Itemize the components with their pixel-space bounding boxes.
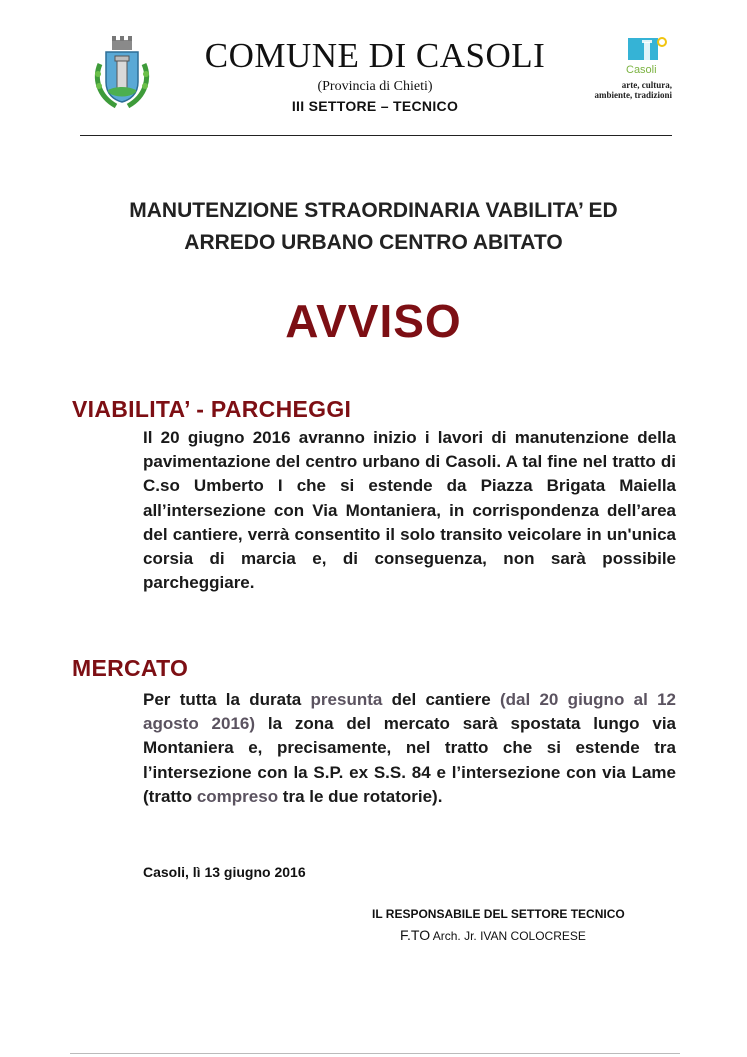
- logo-name: Casoli: [626, 64, 657, 76]
- signature-title: IL RESPONSABILE DEL SETTORE TECNICO: [372, 907, 625, 921]
- logo-tagline: arte, cultura, ambiente, tradizioni: [594, 80, 672, 100]
- footer-divider: [70, 1053, 680, 1054]
- municipality-title: COMUNE DI CASOLI: [204, 36, 546, 75]
- section-text-viabilita: Il 20 giugno 2016 avranno inizio i lavori di manutenzione della pavimentazione del centro urbano di Casoli. A tal fine nel tratto di C.so Umberto I che si estende da Piazza Brigata Maiella all’intersezione con Via Montaniera, in corrispondenza dell’area del cantiere, verrà consentito il solo transito veicolare in un'unica corsia di marcia e, di conseguenza, non sarà possibile parcheggiare.: [143, 428, 676, 593]
- notice-title: AVVISO: [285, 295, 462, 347]
- header-divider: [80, 135, 672, 136]
- casoli-tower-logo-icon: [622, 34, 670, 78]
- coat-of-arms-icon: [90, 34, 154, 110]
- section-title-mercato: MERCATO: [72, 655, 189, 681]
- province-subtitle: (Provincia di Chieti): [317, 79, 433, 94]
- document-heading: [60, 195, 687, 259]
- section-title-viabilita: VIABILITA’ - PARCHEGGI: [72, 396, 352, 422]
- document-date: Casoli, lì 13 giugno 2016: [143, 864, 306, 880]
- section-text-mercato: Per tutta la durata presunta del cantiere (dal 20 giugno al 12 agosto 2016) la zona del mercato sarà spostata lungo via Montaniera e, precisamente, nel tratto che si estende tra l’intersezione con la S.P. ex S.S. 84 e l’intersezione con via Lame (tratto compreso tra le due rotatorie).: [143, 690, 676, 806]
- heading-line-2: ARREDO URBANO CENTRO ABITATO: [184, 231, 563, 254]
- signature-name: F.TO Arch. Jr. IVAN COLOCRESE: [400, 927, 586, 943]
- letterhead: [0, 0, 747, 140]
- sector-label: III SETTORE – TECNICO: [291, 98, 459, 114]
- heading-line-1: MANUTENZIONE STRAORDINARIA VABILITA’ ED: [129, 199, 618, 222]
